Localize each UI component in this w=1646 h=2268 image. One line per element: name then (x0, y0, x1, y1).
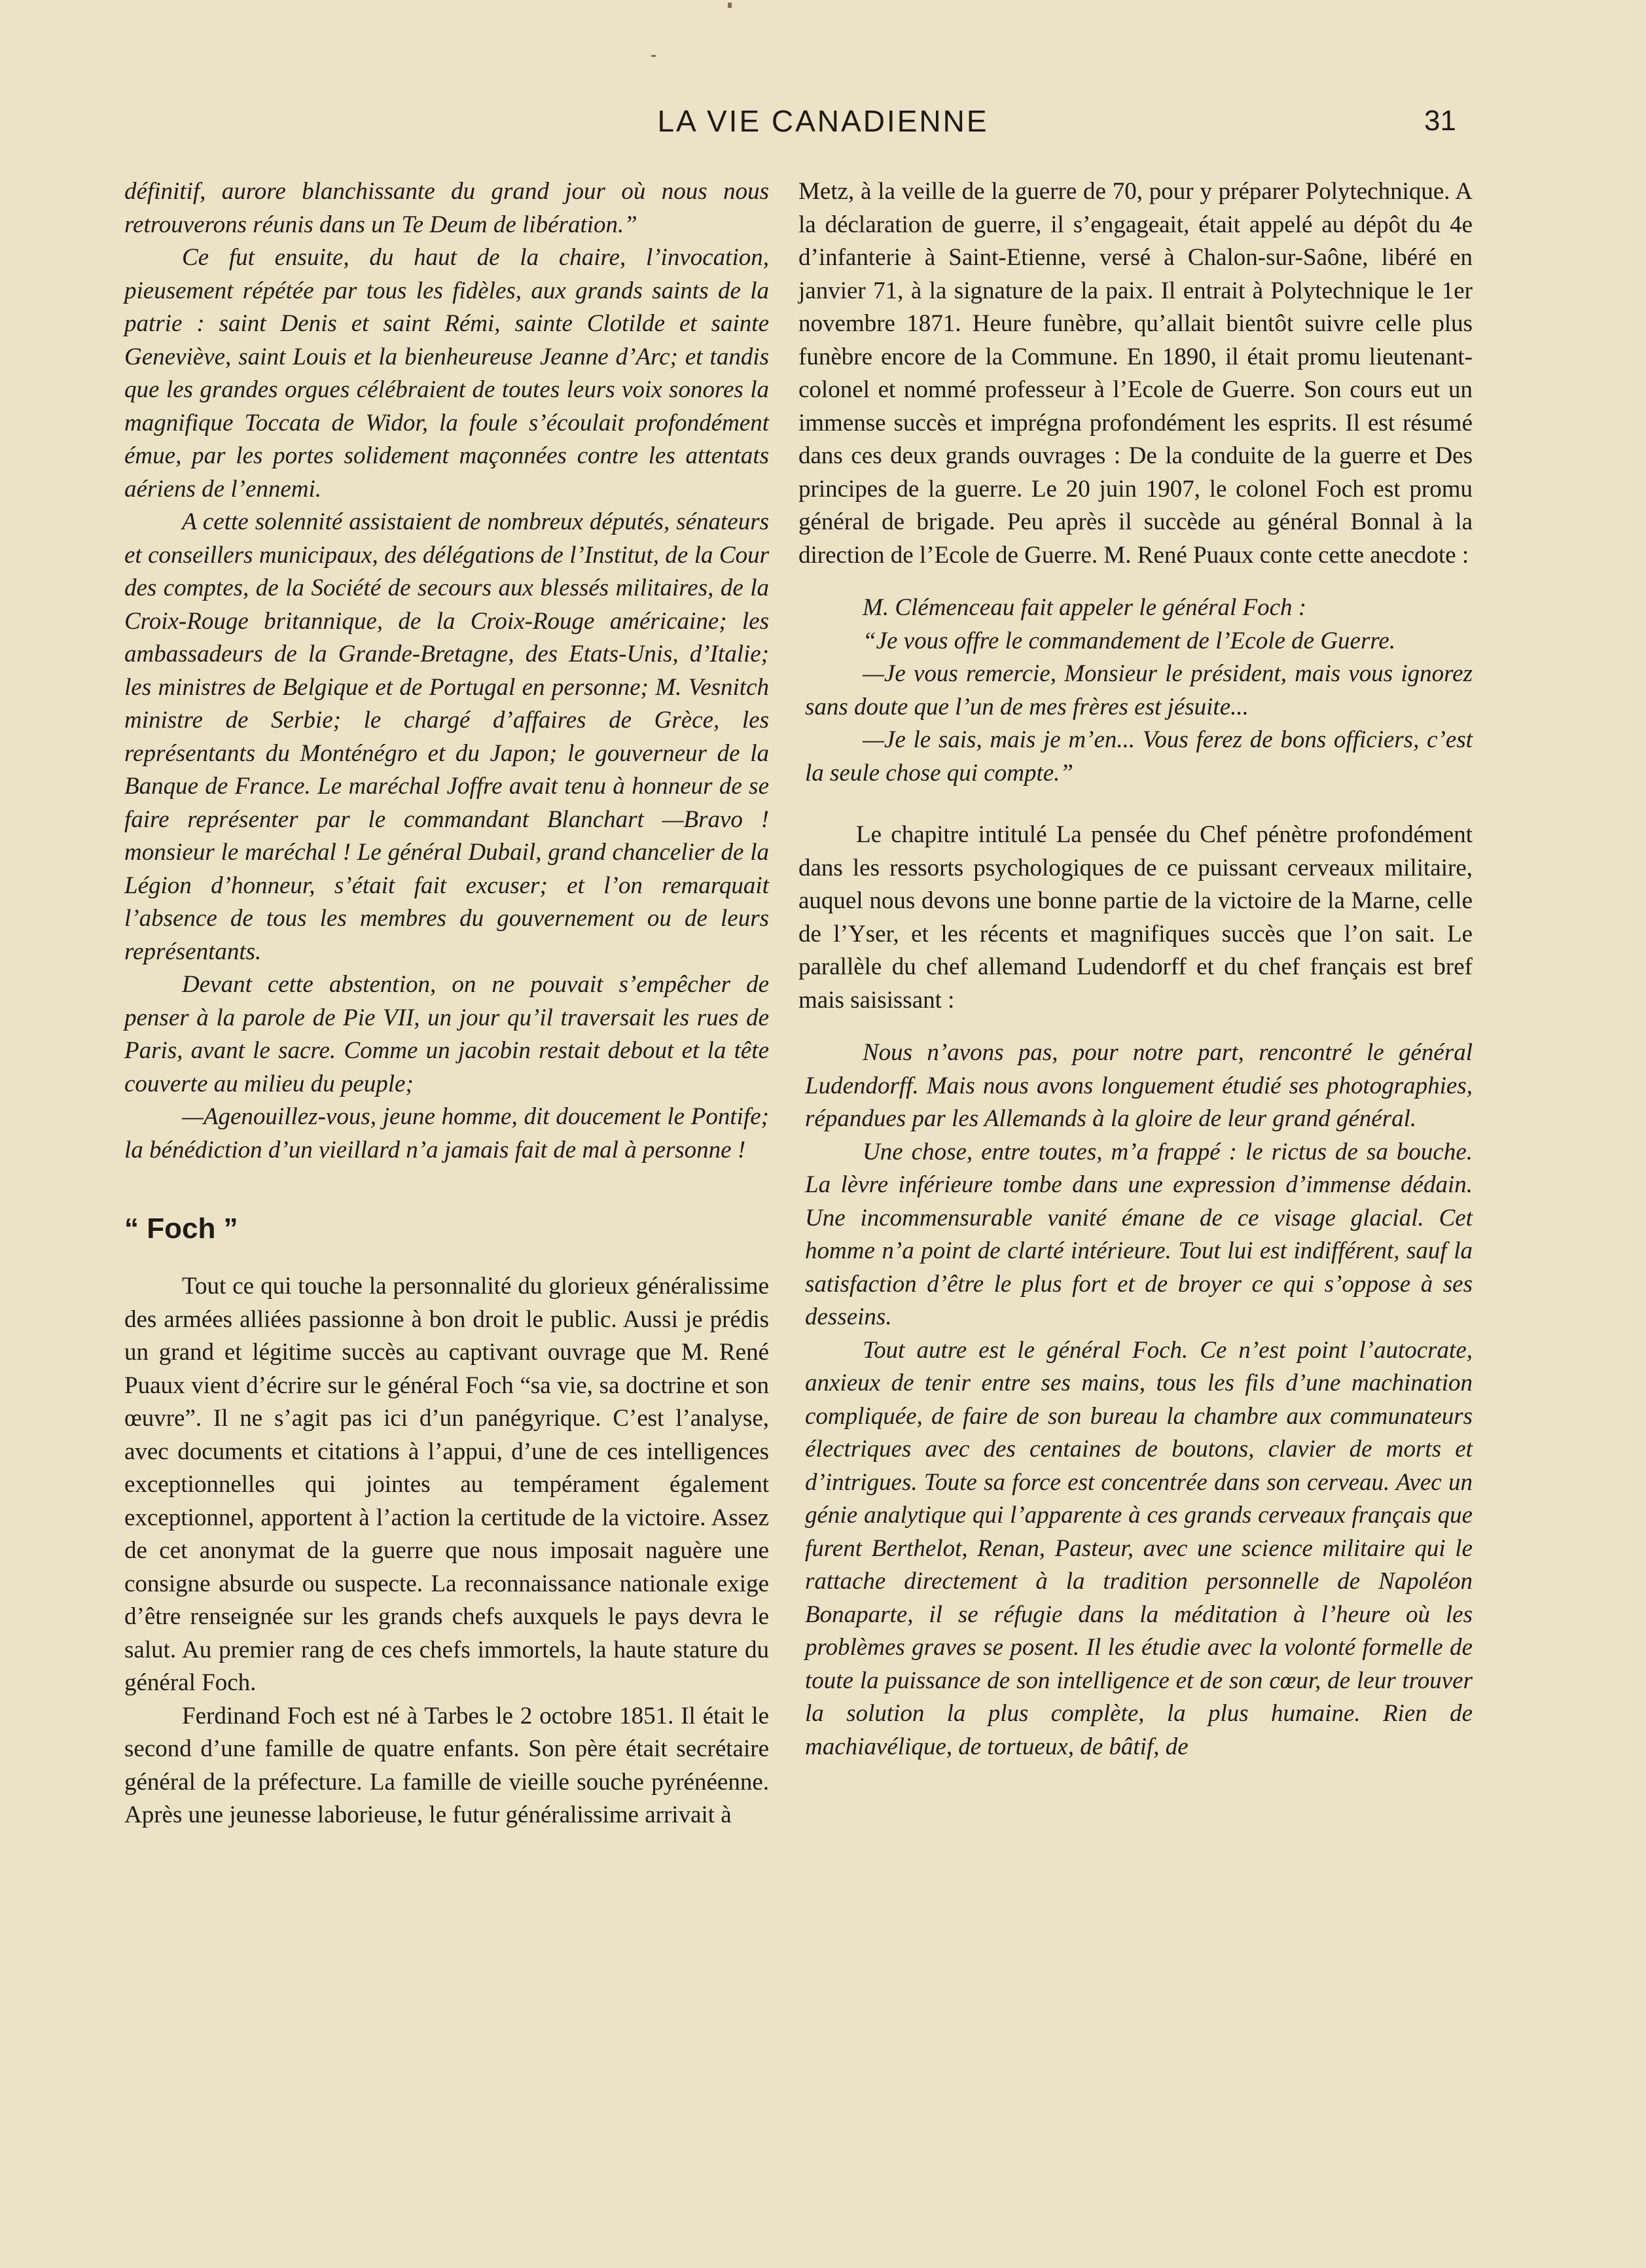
paragraph: Le chapitre intitulé La pensée du Chef pénètre profondément dans les ressorts psychologiques de ce puissant cerveaux militaire, auquel nous devons une bonne partie de la victoire de la Marne, celle de l’Yser, et les récents et magnifiques succès que l’on sait. Le parallèle du chef allemand Ludendorff et du chef français est bref mais saisissant : (798, 821, 1473, 1014)
quote-paragraph: Nous n’avons pas, pour notre part, rencontré le général Ludendorff. Mais nous avons longuement étudié ses photographies, répandues par les Allemands à la gloire de leur grand général. (805, 1039, 1473, 1132)
spacer (798, 790, 1473, 819)
paragraph: Ce fut ensuite, du haut de la chaire, l’invocation, pieusement répétée par tous les fidèles, aux grands saints de la patrie : saint Denis et saint Rémi, sainte Clotilde et sainte Geneviève, saint Louis et la bienheureuse Jeanne d’Arc; et tandis que les grandes orgues célébraient de toutes leurs voix sonores la magnifique Toccata de Widor, la foule s’écoulait profondément émue, par les portes solidement maçonnées contre les attentats aériens de l’ennemi. (124, 244, 769, 503)
quote-paragraph: Une chose, entre toutes, m’a frappé : le rictus de sa bouche. La lèvre inférieure tombe dans une expression d’immense dédain. Une incommensurable vanité émane de ce visage glacial. Cet homme n’a point de clarté intérieure. Tout lui est indifférent, sauf la satisfaction d’être le plus fort et de broyer ce qui s’oppose à ses desseins. (805, 1138, 1473, 1330)
quote-line: M. Clémenceau fait appeler le général Foch : (863, 594, 1307, 621)
paragraph: Ferdinand Foch est né à Tarbes le 2 octobre 1851. Il était le second d’une famille de quatre enfants. Son père était secrétaire général de la préfecture. La famille de vieille souche pyrénéenne. Après une jeunesse laborieuse, le futur généralissime arrivait à (124, 1702, 769, 1828)
section-heading: “ Foch ” (124, 1213, 238, 1245)
print-speck (728, 3, 732, 8)
page-number: 31 (1424, 105, 1456, 137)
quote-paragraph: Tout autre est le général Foch. Ce n’est point l’autocrate, anxieux de tenir entre ses mains, tous les fils d’une machination compliquée, de faire de son bureau la chambre aux communateurs électriques avec des centaines de boutons, clavier de morts et d’intrigues. Toute sa force est concentrée dans son cerveau. Avec un génie analytique qui l’apparente à ces grands cerveaux français que furent Berthelot, Renan, Pasteur, avec une science militaire qui le rattache directement à la tradition personnelle de Napoléon Bonaparte, il se réfugie dans la méditation à l’heure où les problèmes graves se posent. Il les étudie avec la volonté formelle de toute la puissance de son intelligence et de son cœur, de leur trouver la solution la plus complète, la plus humaine. Rien de machiavélique, de tortueux, de bâtif, de (805, 1336, 1473, 1760)
right-column (798, 175, 1473, 1763)
print-speck (651, 55, 656, 57)
quote-line: —Je vous remercie, Monsieur le président, mais vous ignorez sans doute que l’un de mes frères est jésuite... (805, 660, 1473, 720)
quote-line: —Je le sais, mais je m’en... Vous ferez de bons officiers, c’est la seule chose qui compte.” (805, 726, 1473, 787)
paragraph: Tout ce qui touche la personnalité du glorieux généralissime des armées alliées passionne à bon droit le public. Aussi je prédis un grand et légitime succès au captivant ouvrage que M. René Puaux vient d’écrire sur le général Foch “sa vie, sa doctrine et son œuvre”. Il ne s’agit pas ici d’un panégyrique. C’est l’analyse, avec documents et citations à l’appui, d’une de ces intelligences exceptionnelles qui jointes au tempérament également exceptionnel, apportent à l’action la certitude de la victoire. Assez de cet anonymat de la guerre que nous imposait naguère une consigne absurde ou suspecte. La reconnaissance nationale exige d’être renseignée sur les grands chefs auxquels le pays devra le salut. Au premier rang de ces chefs immortels, la haute stature du général Foch. (124, 1273, 769, 1696)
quote-line: “Je vous offre le commandement de l’Ecole de Guerre. (863, 627, 1396, 654)
paragraph: A cette solennité assistaient de nombreux députés, sénateurs et conseillers municipaux, des délégations de l’Institut, de la Cour des comptes, de la Société de secours aux blessés militaires, de la Croix-Rouge britannique, de la Croix-Rouge américaine; les ambassadeurs de la Grande-Bretagne, des Etats-Unis, d’Italie; les ministres de Belgique et de Portugal en personne; M. Vesnitch ministre de Serbie; le chargé d’affaires de Grèce, les représentants du Monténégro et du Japon; le gouverneur de la Banque de France. Le maréchal Joffre avait tenu à honneur de se faire représenter par le commandant Blanchart —Bravo ! monsieur le maréchal ! Le général Dubail, grand chancelier de la Légion d’honneur, s’était fait excuser; et l’on remarquait l’absence de tous les membres du gouvernement ou de leurs représentants. (124, 508, 769, 965)
paragraph: Metz, à la veille de la guerre de 70, pour y préparer Polytechnique. A la déclaration de guerre, il s’engageait, était appelé au dépôt du 4e d’infanterie à Saint-Etienne, versé à Chalon-sur-Saône, libéré en janvier 71, à la signature de la paix. Il entrait à Polytechnique le 1er novembre 1871. Heure funèbre, qu’allait bientôt suivre celle plus funèbre encore de la Commune. En 1890, il était promu lieutenant-colonel et nommé professeur à l’Ecole de Guerre. Son cours eut un immense succès et imprégna profondément les esprits. Il est résumé dans ces deux grands ouvrages : De la conduite de la guerre et Des principes de la guerre. Le 20 juin 1907, le colonel Foch est promu général de brigade. Peu après il succède au général Bonnal à la direction de l’Ecole de Guerre. M. René Puaux conte cette anecdote : (798, 178, 1473, 569)
left-column (124, 175, 769, 1832)
magazine-title: LA VIE CANADIENNE (657, 104, 989, 138)
paragraph: Devant cette abstention, on ne pouvait s’empêcher de penser à la parole de Pie VII, un jour qu’il traversait les rues de Paris, avant le sacre. Comme un jacobin restait debout et la tête couverte au milieu du peuple; (124, 971, 769, 1097)
spacer (798, 1017, 1473, 1037)
paragraph: définitif, aurore blanchissante du grand jour où nous nous retrouverons réunis dans un Te Deum de libération.” (124, 178, 769, 238)
paragraph: —Agenouillez-vous, jeune homme, dit doucement le Pontife; la bénédiction d’un vieillard n’a jamais fait de mal à personne ! (124, 1103, 769, 1163)
spacer (798, 572, 1473, 592)
running-header (0, 98, 1646, 151)
